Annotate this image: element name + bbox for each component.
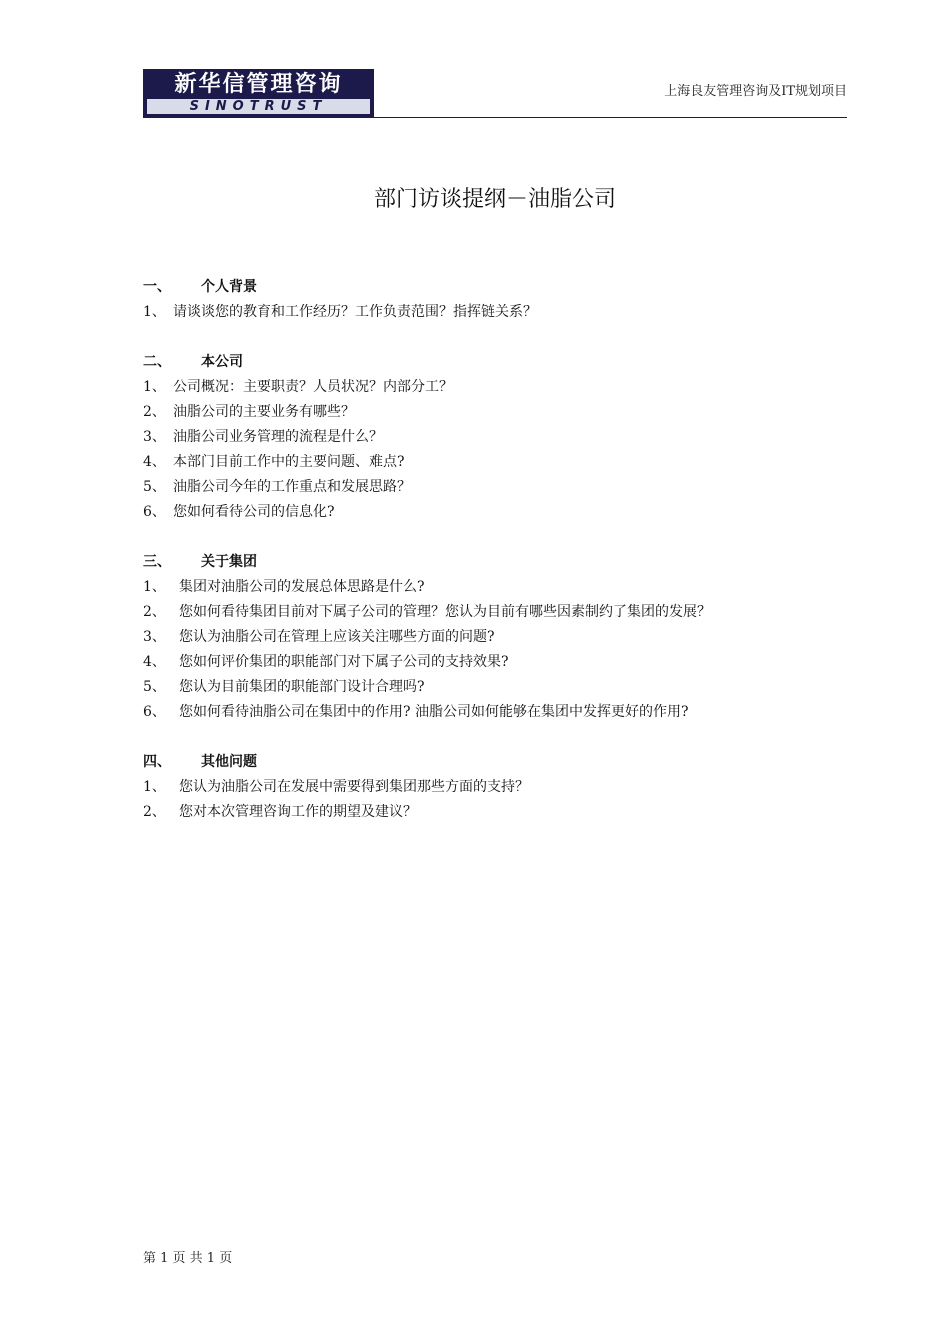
list-item <box>143 650 847 675</box>
list-item <box>143 500 847 525</box>
list-item <box>143 400 847 425</box>
item-text: 您对本次管理咨询工作的期望及建议？ <box>179 804 417 820</box>
section-personal-background <box>143 275 847 325</box>
document-title: 部门访谈提纲－油脂公司 <box>373 187 616 212</box>
section-heading <box>143 550 847 575</box>
item-text: 本部门目前工作中的主要问题、难点? <box>173 454 405 470</box>
item-number: 2、 <box>143 604 166 620</box>
section-this-company <box>143 350 847 525</box>
list-item <box>143 600 847 625</box>
list-item <box>143 375 847 400</box>
section-number: 二、 <box>143 354 171 370</box>
item-text: 您认为油脂公司在管理上应该关注哪些方面的问题? <box>179 629 495 645</box>
item-number: 3、 <box>143 629 166 645</box>
section-title: 本公司 <box>201 354 243 370</box>
item-number: 2、 <box>143 404 166 420</box>
list-item <box>143 575 847 600</box>
item-number: 3、 <box>143 429 166 445</box>
section-title: 其他问题 <box>201 754 257 770</box>
section-heading <box>143 750 847 775</box>
list-item <box>143 700 847 725</box>
item-number: 1、 <box>143 379 166 395</box>
header-project-name: 上海良友管理咨询及IT规划项目 <box>664 84 847 99</box>
company-logo <box>143 69 374 117</box>
list-item <box>143 425 847 450</box>
list-item <box>143 475 847 500</box>
item-number: 6、 <box>143 704 166 720</box>
section-title: 关于集团 <box>201 554 257 570</box>
section-heading <box>143 275 847 300</box>
item-text: 您如何看待公司的信息化? <box>173 504 335 520</box>
list-item <box>143 625 847 650</box>
item-text: 您如何看待集团目前对下属子公司的管理？您认为目前有哪些因素制约了集团的发展？ <box>179 604 711 620</box>
item-text: 公司概况：主要职责？人员状况？内部分工？ <box>173 379 453 395</box>
item-number: 4、 <box>143 654 166 670</box>
item-text: 集团对油脂公司的发展总体思路是什么? <box>179 579 425 595</box>
section-number: 四、 <box>143 754 171 770</box>
item-number: 1、 <box>143 579 166 595</box>
logo-english-text: SINOTRUST <box>147 99 370 114</box>
header-divider <box>143 117 847 118</box>
section-number: 一、 <box>143 279 171 295</box>
document-body <box>143 275 847 850</box>
item-number: 1、 <box>143 779 166 795</box>
list-item <box>143 675 847 700</box>
list-item <box>143 300 847 325</box>
item-text: 您如何评价集团的职能部门对下属子公司的支持效果? <box>179 654 509 670</box>
item-number: 1、 <box>143 304 166 320</box>
item-text: 油脂公司的主要业务有哪些？ <box>173 404 355 420</box>
item-text: 油脂公司今年的工作重点和发展思路？ <box>173 479 411 495</box>
item-text: 您认为油脂公司在发展中需要得到集团那些方面的支持？ <box>179 779 529 795</box>
list-item <box>143 450 847 475</box>
item-text: 请谈谈您的教育和工作经历？工作负责范围？指挥链关系？ <box>173 304 537 320</box>
section-number: 三、 <box>143 554 171 570</box>
item-text: 您如何看待油脂公司在集团中的作用? 油脂公司如何能够在集团中发挥更好的作用? <box>179 704 689 720</box>
logo-chinese-text: 新华信管理咨询 <box>174 72 343 97</box>
list-item <box>143 800 847 825</box>
section-other-questions <box>143 750 847 825</box>
item-number: 5、 <box>143 479 166 495</box>
item-number: 2、 <box>143 804 166 820</box>
section-heading <box>143 350 847 375</box>
item-text: 油脂公司业务管理的流程是什么？ <box>173 429 383 445</box>
item-text: 您认为目前集团的职能部门设计合理吗? <box>179 679 425 695</box>
item-number: 6、 <box>143 504 166 520</box>
item-number: 5、 <box>143 679 166 695</box>
page-number-footer: 第 1 页 共 1 页 <box>143 1251 233 1266</box>
section-title: 个人背景 <box>201 279 257 295</box>
item-number: 4、 <box>143 454 166 470</box>
list-item <box>143 775 847 800</box>
section-about-group <box>143 550 847 725</box>
